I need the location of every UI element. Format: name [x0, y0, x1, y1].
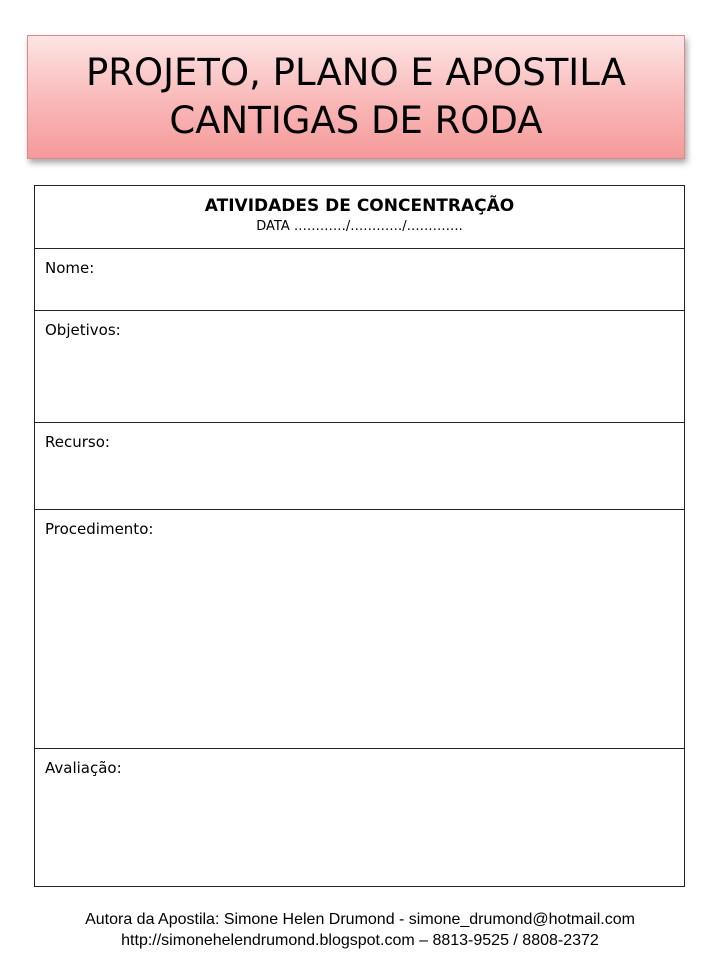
- form-header-cell: [35, 186, 685, 249]
- title-banner: [27, 35, 685, 159]
- objetivos-cell[interactable]: [35, 311, 685, 423]
- nome-label: Nome:: [45, 259, 95, 277]
- procedimento-label: Procedimento:: [45, 520, 154, 538]
- objetivos-label: Objetivos:: [45, 321, 121, 339]
- footer-contact-line: http://simonehelendrumond.blogspot.com – 8813-9525 / 8808-2372: [121, 932, 599, 949]
- date-line: DATA …………/…………/………….: [256, 219, 463, 234]
- title-line-1: PROJETO, PLANO E APOSTILA: [86, 51, 626, 94]
- recurso-cell[interactable]: [35, 423, 685, 510]
- avaliacao-label: Avaliação:: [45, 759, 122, 777]
- procedimento-cell[interactable]: [35, 510, 685, 749]
- title-line-2: CANTIGAS DE RODA: [169, 99, 543, 142]
- nome-cell[interactable]: [35, 249, 685, 311]
- footer: [0, 909, 720, 951]
- footer-author-line: Autora da Apostila: Simone Helen Drumond - simone_drumond@hotmail.com: [85, 911, 635, 928]
- form-heading: ATIVIDADES DE CONCENTRAÇÃO: [204, 196, 515, 216]
- recurso-label: Recurso:: [45, 433, 110, 451]
- avaliacao-cell[interactable]: [35, 749, 685, 887]
- activity-form-table: [34, 185, 685, 887]
